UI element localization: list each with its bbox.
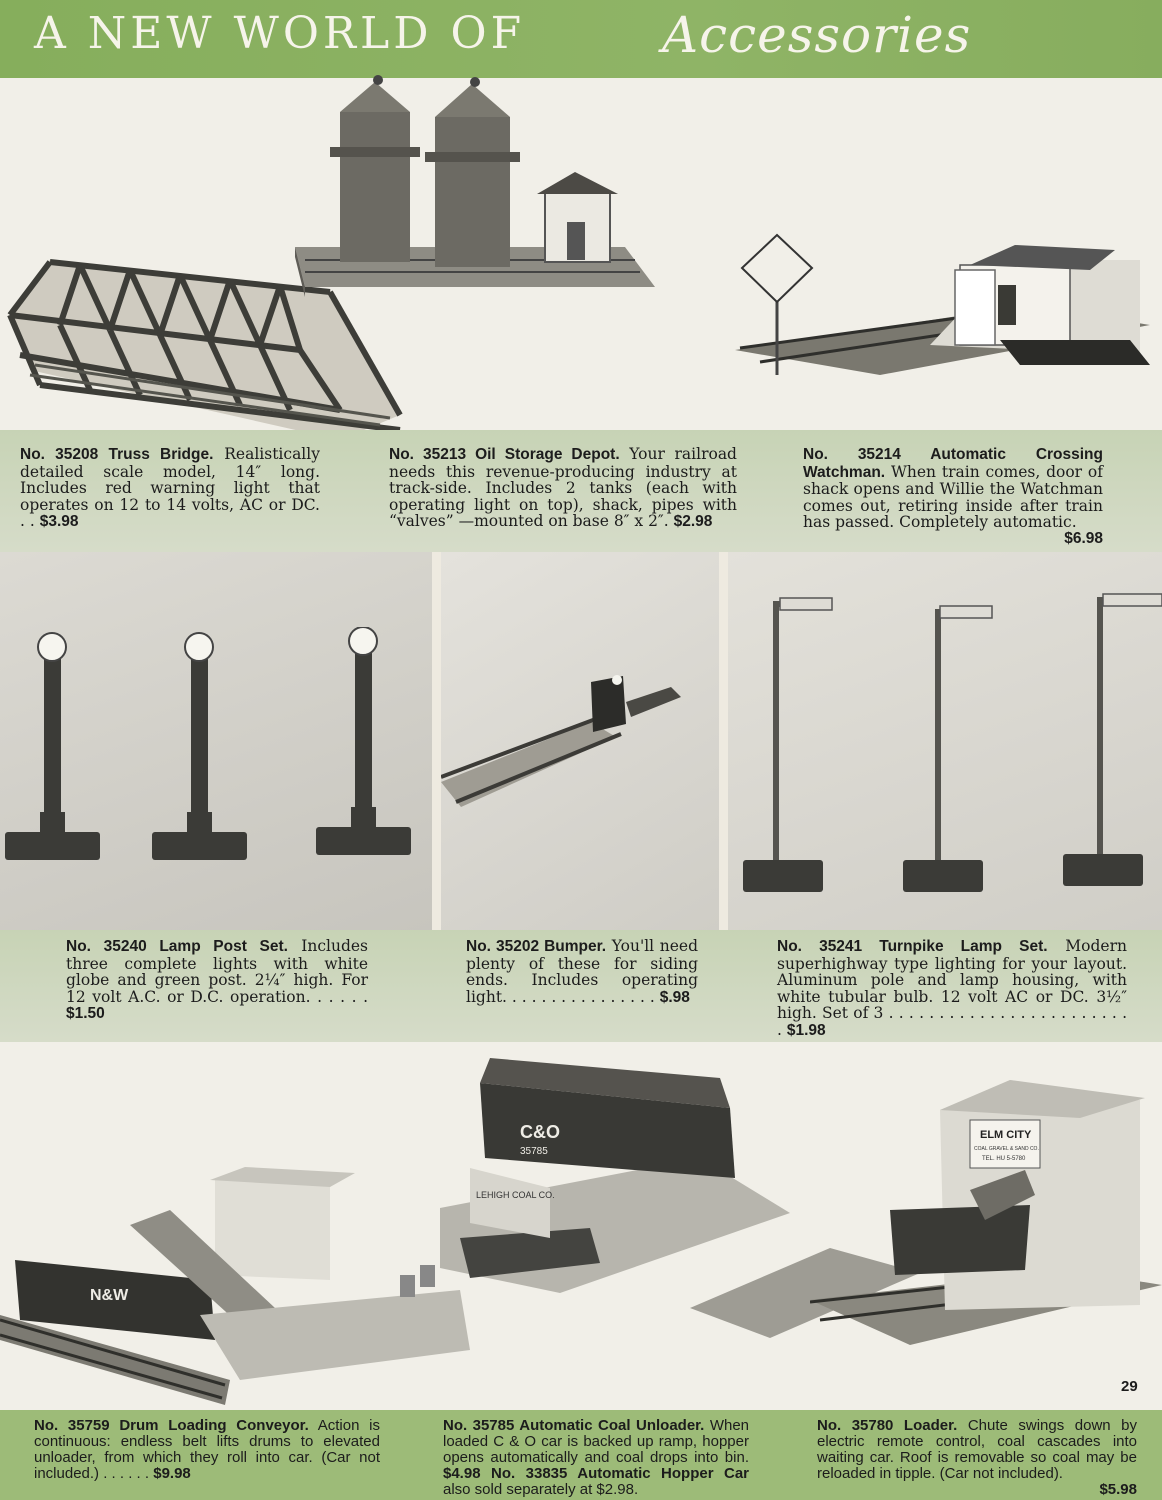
item-extra-text: also sold separately at $2.98. <box>443 1481 639 1498</box>
item-price: $4.98 <box>443 1465 481 1482</box>
bumper-photo <box>441 552 719 930</box>
caption-lamp-post <box>66 938 368 1023</box>
caption-loader <box>817 1418 1137 1498</box>
item-extra-name: No. 33835 Automatic Hopper Car <box>491 1465 750 1482</box>
item-price: $5.98 <box>1099 1481 1137 1498</box>
item-price: $1.98 <box>786 1021 826 1039</box>
item-text: You'll need plenty of these for siding ends. Includes operating light. . . . . . . . . . . . . . . . <box>466 937 699 1006</box>
item-text: Your railroad needs this revenue-producing industry at track-side. Includes 2 tanks (each with operating light on top), shack, pipes with “valves” —mounted on base 8″ x 2″. <box>389 445 737 530</box>
caption-drum-conveyor <box>34 1418 380 1482</box>
item-price: $.98 <box>659 988 690 1006</box>
item-name: No. 35213 Oil Storage Depot. <box>389 446 620 463</box>
item-price: $1.50 <box>66 1005 105 1022</box>
item-text: Realistically detailed scale model, 14″ long. Includes red warning light that operates on 12 to 14 volts, AC or DC. . . <box>20 445 320 530</box>
page-title-italic: Accessories <box>662 6 972 64</box>
item-price: $3.98 <box>39 513 79 530</box>
elm-tel-label: TEL. HU 5-5780 <box>982 1156 1026 1162</box>
item-name: No. 35240 Lamp Post Set. <box>66 938 288 955</box>
item-text: When train comes, door of shack opens and Willie the Watchman comes out, retiring inside after train has passed. Completely automatic. <box>803 462 1103 531</box>
header-banner <box>0 0 1162 78</box>
caption-oil-depot <box>389 446 737 531</box>
item-name: No. 35202 Bumper. <box>466 938 607 955</box>
caption-turnpike-lamp <box>777 938 1127 1039</box>
page-number: 29 <box>1121 1378 1138 1395</box>
lamp-post-photo <box>0 552 432 930</box>
item-text: Modern superhighway type lighting for your layout. Aluminum pole and lamp housing, with white tubular bulb. 12 volt AC or DC. 3½″ high. Set of 3 . . . . . . . . . . . . . . . . . . . . . . . . . <box>777 937 1127 1039</box>
turnpike-lamp-set-image <box>728 592 1162 902</box>
oil-storage-depot-image <box>285 72 665 302</box>
item-text: Action is continuous: endless belt lifts drums to elevated unloader, from which they roll into car. (Car not included.) . . . . . . <box>34 1417 380 1482</box>
coal-loader-image <box>810 1070 1162 1350</box>
item-name: No. 35785 Automatic Coal Unloader. <box>443 1417 705 1434</box>
car-nw-label: N&W <box>90 1287 129 1304</box>
item-name: No. 35780 Loader. <box>817 1417 958 1434</box>
caption-crossing-watchman <box>803 446 1103 547</box>
elm-sub-label: COAL GRAVEL & SAND CO. <box>974 1146 1039 1152</box>
item-price: $2.98 <box>673 513 713 530</box>
page-title-caps: A NEW WORLD OF <box>34 8 526 59</box>
crossing-watchman-image <box>730 230 1150 390</box>
lamp-post-set-image <box>0 627 432 867</box>
drum-loading-conveyor-image <box>0 1165 470 1410</box>
car-num-label: 35785 <box>520 1146 548 1157</box>
caption-truss-bridge <box>20 446 320 531</box>
item-name: No. 35208 Truss Bridge. <box>20 446 214 463</box>
item-text: When loaded C & O car is backed up ramp, hopper opens automatically and coal drops into bin. <box>443 1417 749 1466</box>
item-price: $9.98 <box>153 1465 191 1482</box>
item-text: Includes three complete lights with white globe and green post. 2¼″ high. For 12 volt A.C. or D.C. operation. . . . . . <box>66 937 368 1006</box>
caption-bumper <box>466 938 698 1006</box>
item-text: Chute swings down by electric remote control, coal cascades into waiting car. Roof is removable so coal may be reloaded in tipple. (Car not included). <box>817 1417 1137 1482</box>
item-name: No. 35214 Automatic Crossing Watchman. <box>803 446 1103 481</box>
item-price: $6.98 <box>1064 529 1103 547</box>
car-co-label: C&O <box>520 1122 560 1142</box>
turnpike-lamp-photo <box>728 552 1162 930</box>
item-name: No. 35759 Drum Loading Conveyor. <box>34 1417 309 1434</box>
bumper-image <box>441 662 719 812</box>
caption-coal-unloader <box>443 1418 749 1498</box>
elm-city-label: ELM CITY <box>980 1129 1032 1141</box>
lehigh-label: LEHIGH COAL CO. <box>476 1190 555 1200</box>
item-name: No. 35241 Turnpike Lamp Set. <box>777 938 1048 955</box>
